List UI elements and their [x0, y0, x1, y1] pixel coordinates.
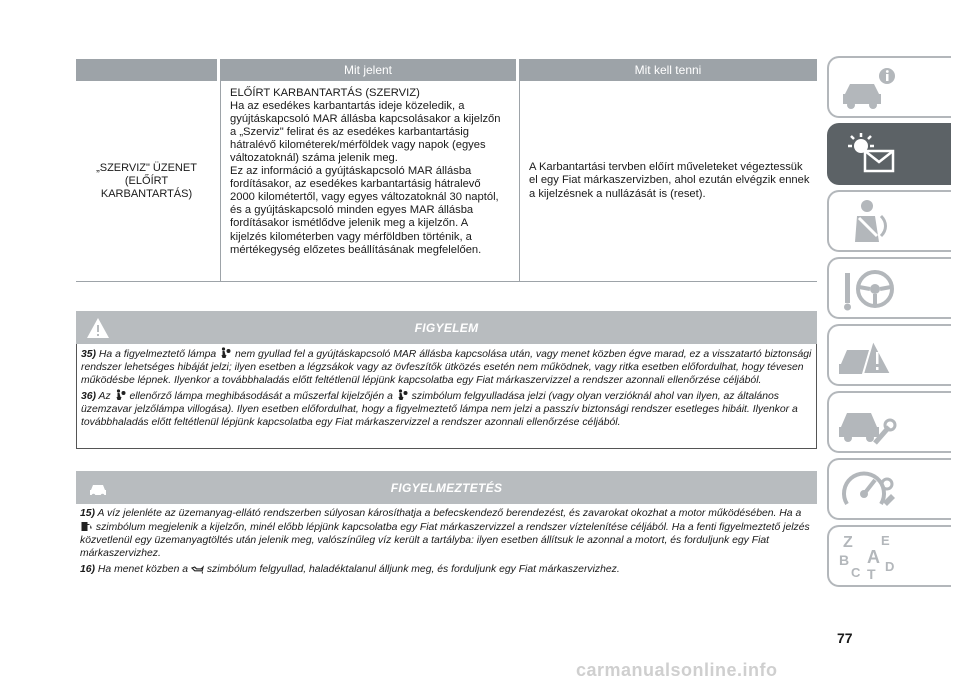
text-span: nem gyullad fel a gyújtáskapcsoló MAR állásba kapcsolása után, vagy menet közben égve marad, ez a visszatartó biztonsági rendszer lehetséges hibáját jelzi; ilyen esetben a légzsákok vagy az övfeszítők ütközés esetén nem működnek, vagy ritka esetben előfordulhat, hogy tévesen működésbe lépnek. Ilyenkor a továbbhaladás előtt feltétlenül lépjünk kapcsolatba egy Fiat márkaszervizzel a rendszer azonnali ellenőrzése céljából.	[81, 349, 812, 386]
header-col-meaning: Mit jelent	[220, 59, 516, 81]
figyelem-title: FIGYELEM	[414, 320, 479, 335]
meaning-line: a „Szerviz" felirat és az esedékes karbantartásig	[230, 126, 470, 139]
car-info-icon	[837, 62, 897, 114]
meaning-line: és a gyújtáskapcsoló minden egyes MAR állásba	[230, 204, 474, 217]
index-letter: E	[881, 533, 890, 548]
info-table	[76, 59, 817, 282]
meaning-line: ELŐÍRT KARBANTARTÁS (SZERVIZ)	[230, 87, 420, 99]
page-number: 77	[837, 630, 853, 646]
figyelmeztetes-para-16	[80, 562, 813, 576]
note-number: 36)	[81, 391, 97, 402]
table-row	[76, 81, 817, 282]
header-col-message	[76, 59, 217, 81]
technical-gauge-icon	[837, 464, 897, 516]
water-in-fuel-icon	[80, 520, 93, 532]
tab-warning-lights[interactable]	[827, 123, 951, 185]
text-span: A víz jelenléte az üzemanyag-ellátó rendszerben súlyosan károsíthatja a befecskendező berendezést, és zavarokat okozhat a motor működésében. Ha a	[97, 508, 802, 519]
airbag-icon	[219, 347, 232, 359]
note-number: 15)	[80, 508, 96, 519]
index-letter: C	[851, 565, 861, 580]
index-letter: D	[885, 559, 895, 574]
car-wrench-icon	[837, 397, 897, 449]
meaning-cell	[220, 81, 516, 281]
meaning-line: fordításakor ismétlődve jelenik meg a kijelzőn. A	[230, 217, 469, 230]
meaning-line: gyújtáskapcsoló MAR állásba kapcsolásakor a kijelzőn	[230, 113, 501, 126]
tab-vehicle-info[interactable]	[827, 56, 951, 118]
meaning-line: változatoknál) száma jelenik meg.	[230, 152, 398, 165]
tab-technical-data[interactable]	[827, 458, 951, 520]
message-line: (ELŐÍRT	[124, 174, 169, 187]
tab-starting-driving[interactable]	[827, 257, 951, 319]
meaning-line: kijelzés kilométerben vagy mérföldben történik, a	[230, 230, 472, 243]
action-line: a kijelzésnek a nullázását is (reset).	[529, 187, 706, 200]
header-col-action: Mit kell tenni	[519, 59, 817, 81]
message-line: KARBANTARTÁS)	[100, 187, 193, 200]
watermark: carmanualsonline.info	[576, 660, 778, 680]
steering-wheel-icon	[837, 263, 897, 315]
table-header	[76, 59, 817, 81]
tab-emergency[interactable]	[827, 324, 951, 386]
tab-maintenance[interactable]	[827, 391, 951, 453]
meaning-line: fordításakor, az esedékes karbantartásig hátralevő	[230, 178, 481, 191]
figyelmeztetes-para-15	[80, 507, 813, 560]
meaning-line: Ha az esedékes karbantartás ideje közeledik, a	[230, 100, 465, 113]
chapter-tabs	[827, 56, 951, 592]
index-letter: B	[839, 552, 850, 568]
text-span: Ha menet közben a	[97, 564, 189, 575]
message-line: „SZERVIZ" ÜZENET	[96, 161, 197, 174]
meaning-line: hátralévő kilométerek/mérföldek vagy napok (egyes	[230, 139, 486, 152]
meaning-line: mértékegység előzetes beállításának megfelelően.	[230, 243, 482, 256]
figyelmeztetes-title: FIGYELMEZTETÉS	[390, 480, 503, 495]
action-line: el egy Fiat márkaszervizben, ahol ezután elvégzik ennek	[529, 174, 810, 187]
text-span: szimbólum megjelenik a kijelzőn, minél előbb lépjünk kapcsolatba egy Fiat márkaszervizzel a rendszer víztelenítése céljából. Ha a fenti figyelmeztető jelzés közvetlenül egy üzemanyagtöltés után jelenik meg, valószínűleg víz került a tartályba: ilyen esetben állítsuk le azonnal a motort, és forduljunk egy Fiat márkaszervizhez.	[80, 522, 810, 559]
meaning-line: Ez az információ a gyújtáskapcsoló MAR állásba	[230, 165, 472, 178]
index-letter: T	[867, 566, 876, 582]
figyelem-para-35	[81, 347, 812, 387]
message-cell	[76, 81, 217, 281]
text-span: ellenőrző lámpa meghibásodását a műszerfal kijelzőjén a	[129, 391, 393, 402]
text-span: Az	[98, 391, 111, 402]
meaning-line: 2000 kilométertől, vagy egyes változatoknál 30 naptól,	[230, 191, 499, 204]
figyelem-box	[76, 311, 817, 449]
text-span: szimbólum felgyullad, haladéktalanul álljunk meg, és forduljunk egy Fiat márkaszervizhez.	[206, 564, 620, 575]
tab-index[interactable]	[827, 525, 951, 587]
tab-safety[interactable]	[827, 190, 951, 252]
warning-light-message-icon	[837, 129, 897, 181]
figyelmeztetes-bar	[76, 471, 817, 504]
figyelem-para-36	[81, 389, 812, 429]
text-span: Ha a figyelmeztető lámpa	[98, 349, 217, 360]
seatbelt-icon	[837, 196, 897, 248]
oil-pressure-icon	[191, 562, 204, 574]
figyelem-bar	[76, 311, 817, 344]
figyelmeztetes-box	[76, 471, 817, 581]
note-number: 35)	[81, 349, 97, 360]
figyelem-text	[76, 344, 817, 449]
index-letter: Z	[843, 534, 853, 551]
airbag-icon	[114, 389, 127, 401]
airbag-icon	[396, 389, 409, 401]
note-number: 16)	[80, 564, 96, 575]
car-emergency-icon	[837, 330, 897, 382]
text-span: szimbólum felgyulladása jelzi (vagy olyan verzióknál ahol van ilyen, az általános üzemzavar jelzőlámpa villogása). Ilyen esetben előfordulhat, hogy a figyelmeztető lámpa nem jelzi a passzív biztonsági rendszer esetleges hibáit. Ilyenkor a továbbhaladás előtt feltétlenül lépjünk kapcsolatba egy Fiat márkaszervizzel a rendszer azonnali ellenőrzése céljából.	[81, 391, 798, 428]
action-line: A Karbantartási tervben előírt műveleteket végeztessük	[529, 161, 803, 174]
action-cell	[519, 81, 817, 281]
index-letters-icon	[837, 531, 897, 583]
index-letter: A	[867, 547, 880, 567]
figyelmeztetes-text	[76, 504, 817, 581]
